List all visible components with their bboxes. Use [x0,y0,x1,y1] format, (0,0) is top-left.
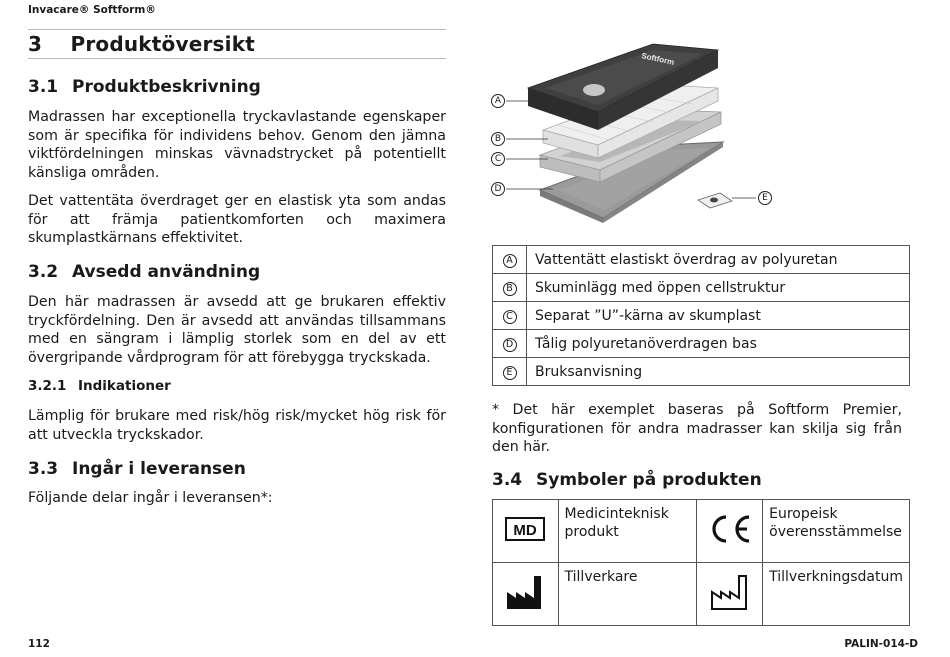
part-letter: D [503,338,517,352]
chapter-title [28,32,255,56]
section-number: 3.4 [492,470,523,490]
section-3-2-heading [28,262,446,282]
product-logo-text: Softform [640,51,676,67]
document-code: PALIN-014-D [844,638,918,650]
part-description: Vattentätt elastiskt överdrag av polyuretan [527,246,910,274]
symbol-cell [697,563,763,626]
callout-b: B [491,132,505,146]
md-icon [504,515,546,543]
chapter-title-text: Produktöversikt [70,32,255,56]
part-letter: E [503,366,517,380]
header-rule [28,29,446,30]
part-letter: C [503,310,517,324]
ce-mark-icon [707,512,753,546]
section-3-1-heading [28,77,446,97]
symbol-label: Medicinteknisk produkt [558,500,697,563]
section-number: 3.1 [28,77,59,97]
section-3-2-1-paragraph: Lämplig för brukare med risk/hög risk/mycket hög risk för att utveckla tryckskador. [28,408,446,443]
table-row [493,302,910,330]
section-3-3-paragraph: Följande delar ingår i leveransen*: [28,490,273,506]
brand-header: Invacare® Softform® [28,4,156,16]
parts-table [492,245,910,386]
symbol-cell [493,500,559,563]
symbol-cell [493,563,559,626]
part-letter-cell [493,330,527,358]
table-row [493,500,910,563]
section-3-1-paragraph-1: Madrassen har exceptionella tryckavlastande egenskaper som är specifika för individens behov. Genom den jämna viktfördelningen minskas vävnadstrycket på potentiellt känsliga områden. [28,109,446,181]
symbol-label: Tillverkningsdatum [763,563,910,626]
callout-d: D [491,182,505,196]
section-title: Ingår i leveransen [72,459,246,479]
page-number: 112 [28,638,50,650]
chapter-number: 3 [28,32,43,56]
part-description: Separat ”U”-kärna av skumplast [527,302,910,330]
section-title: Avsedd användning [72,262,261,282]
part-letter: B [503,282,517,296]
part-letter-cell [493,302,527,330]
table-row [493,563,910,626]
section-title: Symboler på produkten [536,470,762,490]
part-letter-cell [493,358,527,386]
symbol-label: Europeisk överensstämmelse [763,500,910,563]
section-title: Indikationer [78,378,171,394]
symbols-table [492,499,910,626]
section-number: 3.2 [28,262,59,282]
part-description: Tålig polyuretanöverdragen bas [527,330,910,358]
section-number: 3.3 [28,459,59,479]
part-letter: A [503,254,517,268]
section-3-3-heading [28,459,446,479]
table-row [493,358,910,386]
section-3-4-heading [492,470,910,490]
part-letter-cell [493,274,527,302]
table-row [493,330,910,358]
section-3-2-paragraph: Den här madrassen är avsedd att ge brukaren effektiv tryckfördelning. Den är avsedd att användas tillsammans med en sängram i lämplig storlek som en del av ett övergripande vårdprogram för att förebygga tryckskada. [28,294,446,366]
manufacture-date-icon [709,572,751,612]
callout-e: E [758,191,772,205]
table-row [493,246,910,274]
md-icon-text: MD [513,521,537,539]
part-letter-cell [493,246,527,274]
section-title: Produktbeskrivning [72,77,261,97]
section-3-1-paragraph-2: Det vattentäta överdraget ger en elastisk yta som andas för att främja patientkomforten och maximera skumplastkärnans effektivitet. [28,193,446,246]
callout-a: A [491,94,505,108]
mattress-exploded-figure [488,30,788,230]
part-description: Bruksanvisning [527,358,910,386]
manual-icon [698,193,732,208]
callout-c: C [491,152,505,166]
section-number: 3.2.1 [28,378,67,394]
symbol-cell [697,500,763,563]
table-row [493,274,910,302]
manufacturer-icon [504,572,546,612]
part-description: Skuminlägg med öppen cellstruktur [527,274,910,302]
section-3-2-1-heading [28,378,446,394]
chapter-rule [28,58,446,59]
symbol-label: Tillverkare [558,563,697,626]
footnote: * Det här exemplet baseras på Softform Premier, konfigurationen för andra madrasser kan skilja sig från den här. [492,402,902,455]
